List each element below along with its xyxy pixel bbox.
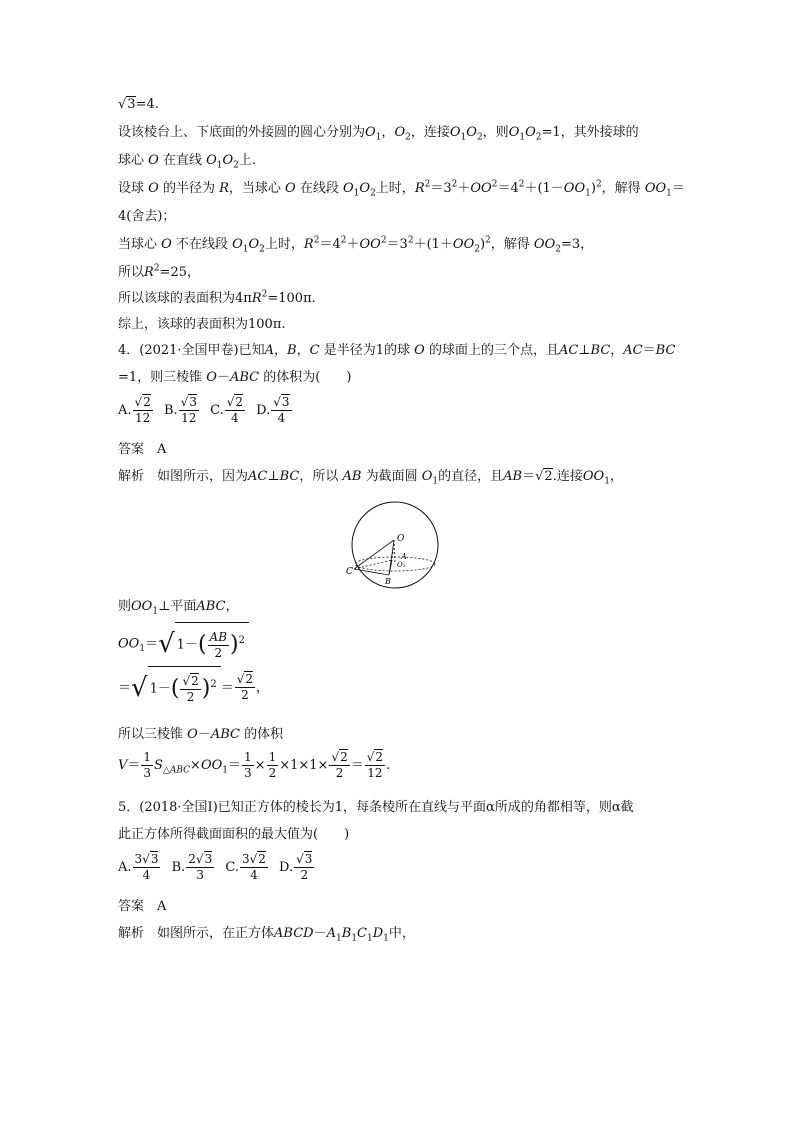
formula-volume: V＝ $\frac{1}{3}$ $S_{\triangle ABC}\times OO_1=$ $\frac{1}{3}$ × $\frac{1}{2}$ ×1×1× $\frac{√2}{2}$ ＝ $\frac{√2}{12}$ .: [118, 750, 391, 780]
answer-line: 答案 A: [118, 442, 167, 457]
text-line: 4(舍去)；: [118, 209, 176, 224]
label-a: A: [401, 552, 407, 561]
edge-oo1: [394, 540, 395, 564]
sqrt-expression: √ 1－( $\frac{AB}{2}$ )$^2$: [158, 622, 249, 666]
option-d: D. $\frac{√3}{4}$: [256, 395, 290, 425]
option-b: B. $\frac{2√3}{3}$: [171, 852, 213, 882]
sphere-outline: [352, 502, 438, 588]
question-5-line2: 此正方体所得截面面积的最大值为( ): [118, 827, 350, 842]
text-line: 设该棱台上、下底面的外接圆的圆心分别为$O_1$，$O_2$，连接$O_1O_2$，则$O_1O_2=1$，其外接球的: [118, 125, 639, 143]
text-line: 则$OO_1\perp$平面ABC，: [118, 599, 239, 617]
question-4-options: [118, 394, 293, 428]
text-line: √3=4.: [118, 97, 159, 112]
analysis-line: 解析 如图所示，在正方体$ABCD-A_1B_1C_1D_1$中，: [118, 926, 415, 944]
option-d: D. $\frac{√3}{2}$: [279, 852, 313, 882]
text-line: 综上，该球的表面积为100π.: [118, 317, 286, 332]
option-b: B. $\frac{√3}{12}$: [163, 395, 197, 425]
text-line: 所以三棱锥 O－ABC 的体积: [118, 727, 284, 742]
sphere-figure: [346, 500, 446, 590]
text-line: 设球 O 的半径为 R，当球心 O 在线段 $O_1O_2$上时，$R^2=3^2+OO^2=4^2+(1-OO_1)^2$，解得 $OO_1=$: [118, 179, 685, 199]
analysis-line: 解析 如图所示，因为AC⊥BC，所以 AB 为截面圆 $O_1$的直径，且AB＝√2.连接$OO_1$，: [118, 469, 623, 487]
text-line: 当球心 O 不在线段 $O_1O_2$上时，$R^2=4^2+OO^2=3^2+(1+OO_2)^2$，解得 $OO_2=3$，: [118, 235, 594, 255]
sqrt-expression-2: √ 1－( $\frac{√2}{2}$ )$^2$: [131, 666, 221, 710]
option-a: A. $\frac{√2}{12}$: [118, 395, 151, 425]
formula-step2: ＝√ 1－( $\frac{√2}{2}$ )$^2$ ＝ $\frac{√2}{2}$ ，: [118, 666, 269, 710]
option-c: C. $\frac{√2}{4}$: [210, 395, 244, 425]
option-a: A. $\frac{3√3}{4}$: [118, 852, 159, 882]
question-4: 4．(2021·全国甲卷)已知A，B，C 是半径为1的球 O 的球面上的三个点，且AC⊥BC，AC＝BC: [118, 343, 676, 358]
text-line: 所以该球的表面积为$4\pi R^2=100\pi$.: [118, 289, 316, 306]
formula-oo1: $OO_1=√$ 1－( $\frac{AB}{2}$ )$^2$: [118, 622, 249, 666]
label-o1: O₁: [397, 561, 406, 569]
label-c: C: [346, 567, 353, 577]
text-line: 球心 O 在直线 $O_1O_2$上.: [118, 153, 257, 171]
answer-line: 答案 A: [118, 899, 167, 914]
label-o: O: [397, 534, 405, 544]
text-line: 所以$R^2=25$，: [118, 263, 200, 280]
question-5: 5．(2018·全国Ⅰ)已知正方体的棱长为1，每条棱所在直线与平面α所成的角都相等，则α截: [118, 800, 634, 815]
option-c: C. $\frac{3√2}{4}$: [225, 852, 266, 882]
label-b: B: [385, 577, 391, 586]
question-4-line2: =1，则三棱锥 O－ABC 的体积为( ): [118, 370, 352, 385]
question-5-options: [118, 851, 315, 885]
